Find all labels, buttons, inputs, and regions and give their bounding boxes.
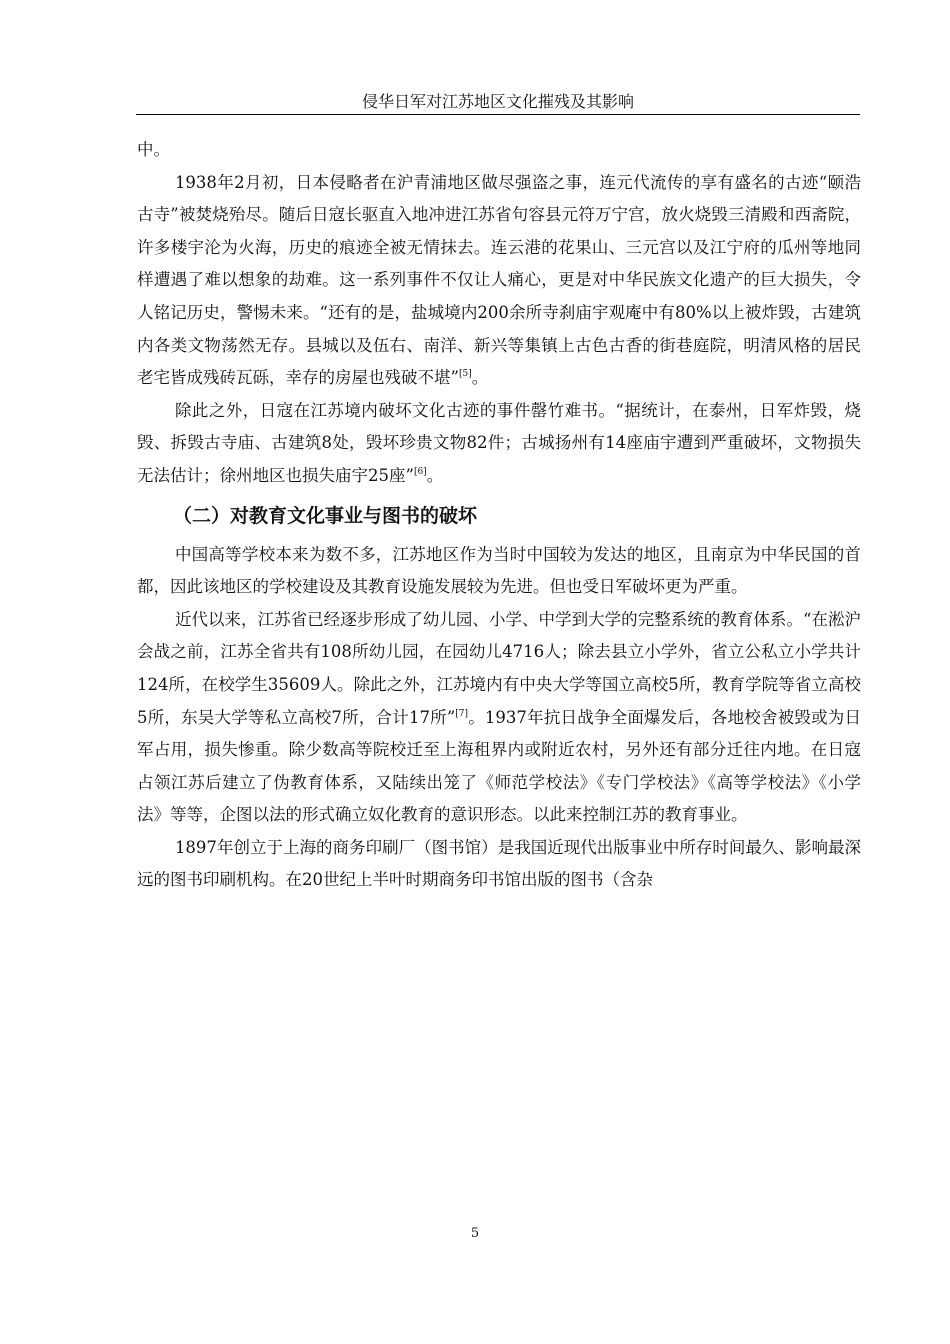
section-heading: （二）对教育文化事业与图书的破坏 <box>173 504 478 527</box>
paragraph-continuation: 中。 <box>137 140 170 159</box>
paragraph-other-sites <box>137 395 861 493</box>
paragraph-1938-temples <box>137 167 861 395</box>
paragraph-text: 除此之外，日寇在江苏境内破坏文化古迹的事件罄竹难书。“据统计，在泰州，日军炸毁，烧毁、拆毁古寺庙、古建筑8处，毁坏珍贵文物82件；古城扬州有14座庙宇遭到严重破坏，文物损失无法估计；徐州地区也损失庙宇25座” <box>137 400 861 485</box>
paragraph-text-end: 。 <box>471 368 489 388</box>
document-body <box>137 134 861 897</box>
paragraph-education-system <box>137 604 861 832</box>
citation-ref-6: [6] <box>413 466 427 477</box>
paragraph-text: 1938年2月初，日本侵略者在沪青浦地区做尽强盗之事，连元代流传的享有盛名的古迹“颐浩古寺”被焚烧殆尽。随后日寇长驱直入地冲进江苏省句容县元符万宁宫，放火烧毁三清殿和西斋院，许多楼宇沦为火海，历史的痕迹全被无情抹去。连云港的花果山、三元宫以及江宁府的瓜州等地同样遭遇了难以想象的劫难。这一系列事件不仅让人痛心，更是对中华民族文化遗产的巨大损失，令人铭记历史，警惕未来。“还有的是，盐城境内200余所寺刹庙宇观庵中有80%以上被炸毁，古建筑内各类文物荡然无存。县城以及伍右、南洋、新兴等集镇上古色古香的街巷庭院，明清风格的居民老宅皆成残砖瓦砾，幸存的房屋也残破不堪” <box>137 172 861 388</box>
paragraph-text-end: 。 <box>426 465 444 485</box>
citation-ref-7: [7] <box>455 708 469 719</box>
page-number: 5 <box>470 1226 480 1241</box>
paragraph-text-end: 。1937年抗日战争全面爆发后，各地校舍被毁或为日军占用，损失惨重。除少数高等院校迁至上海租界内或附近农村，另外还有部分迁往内地。在日寇占领江苏后建立了伪教育体系，又陆续出笼了《师范学校法》《专门学校法》《高等学校法》《小学法》等等，企图以法的形式确立奴化教育的意识形态。以此来控制江苏的教育事业。 <box>137 707 861 825</box>
paragraph-commercial-press: 1897年创立于上海的商务印刷厂（图书馆）是我国近现代出版事业中所存时间最久、影响最深远的图书印刷机构。在20世纪上半叶时期商务印书馆出版的图书（含杂 <box>137 837 861 890</box>
paragraph-text: 近代以来，江苏省已经逐步形成了幼儿园、小学、中学到大学的完整系统的教育体系。“在淞沪会战之前，江苏全省共有108所幼儿园，在园幼儿4716人；除去县立小学外，省立公私立小学共计124所，在校学生35609人。除此之外，江苏境内有中央大学等国立高校5所，教育学院等省立高校5所，东吴大学等私立高校7所，合计17所” <box>137 609 861 727</box>
paragraph-higher-education: 中国高等学校本来为数不多，江苏地区作为当时中国较为发达的地区，且南京为中华民国的首都，因此该地区的学校建设及其教育设施发展较为先进。但也受日军破坏更为严重。 <box>137 544 861 597</box>
header-rule <box>136 114 860 115</box>
citation-ref-5: [5] <box>458 369 472 380</box>
running-header-title: 侵华日军对江苏地区文化摧残及其影响 <box>361 92 634 111</box>
